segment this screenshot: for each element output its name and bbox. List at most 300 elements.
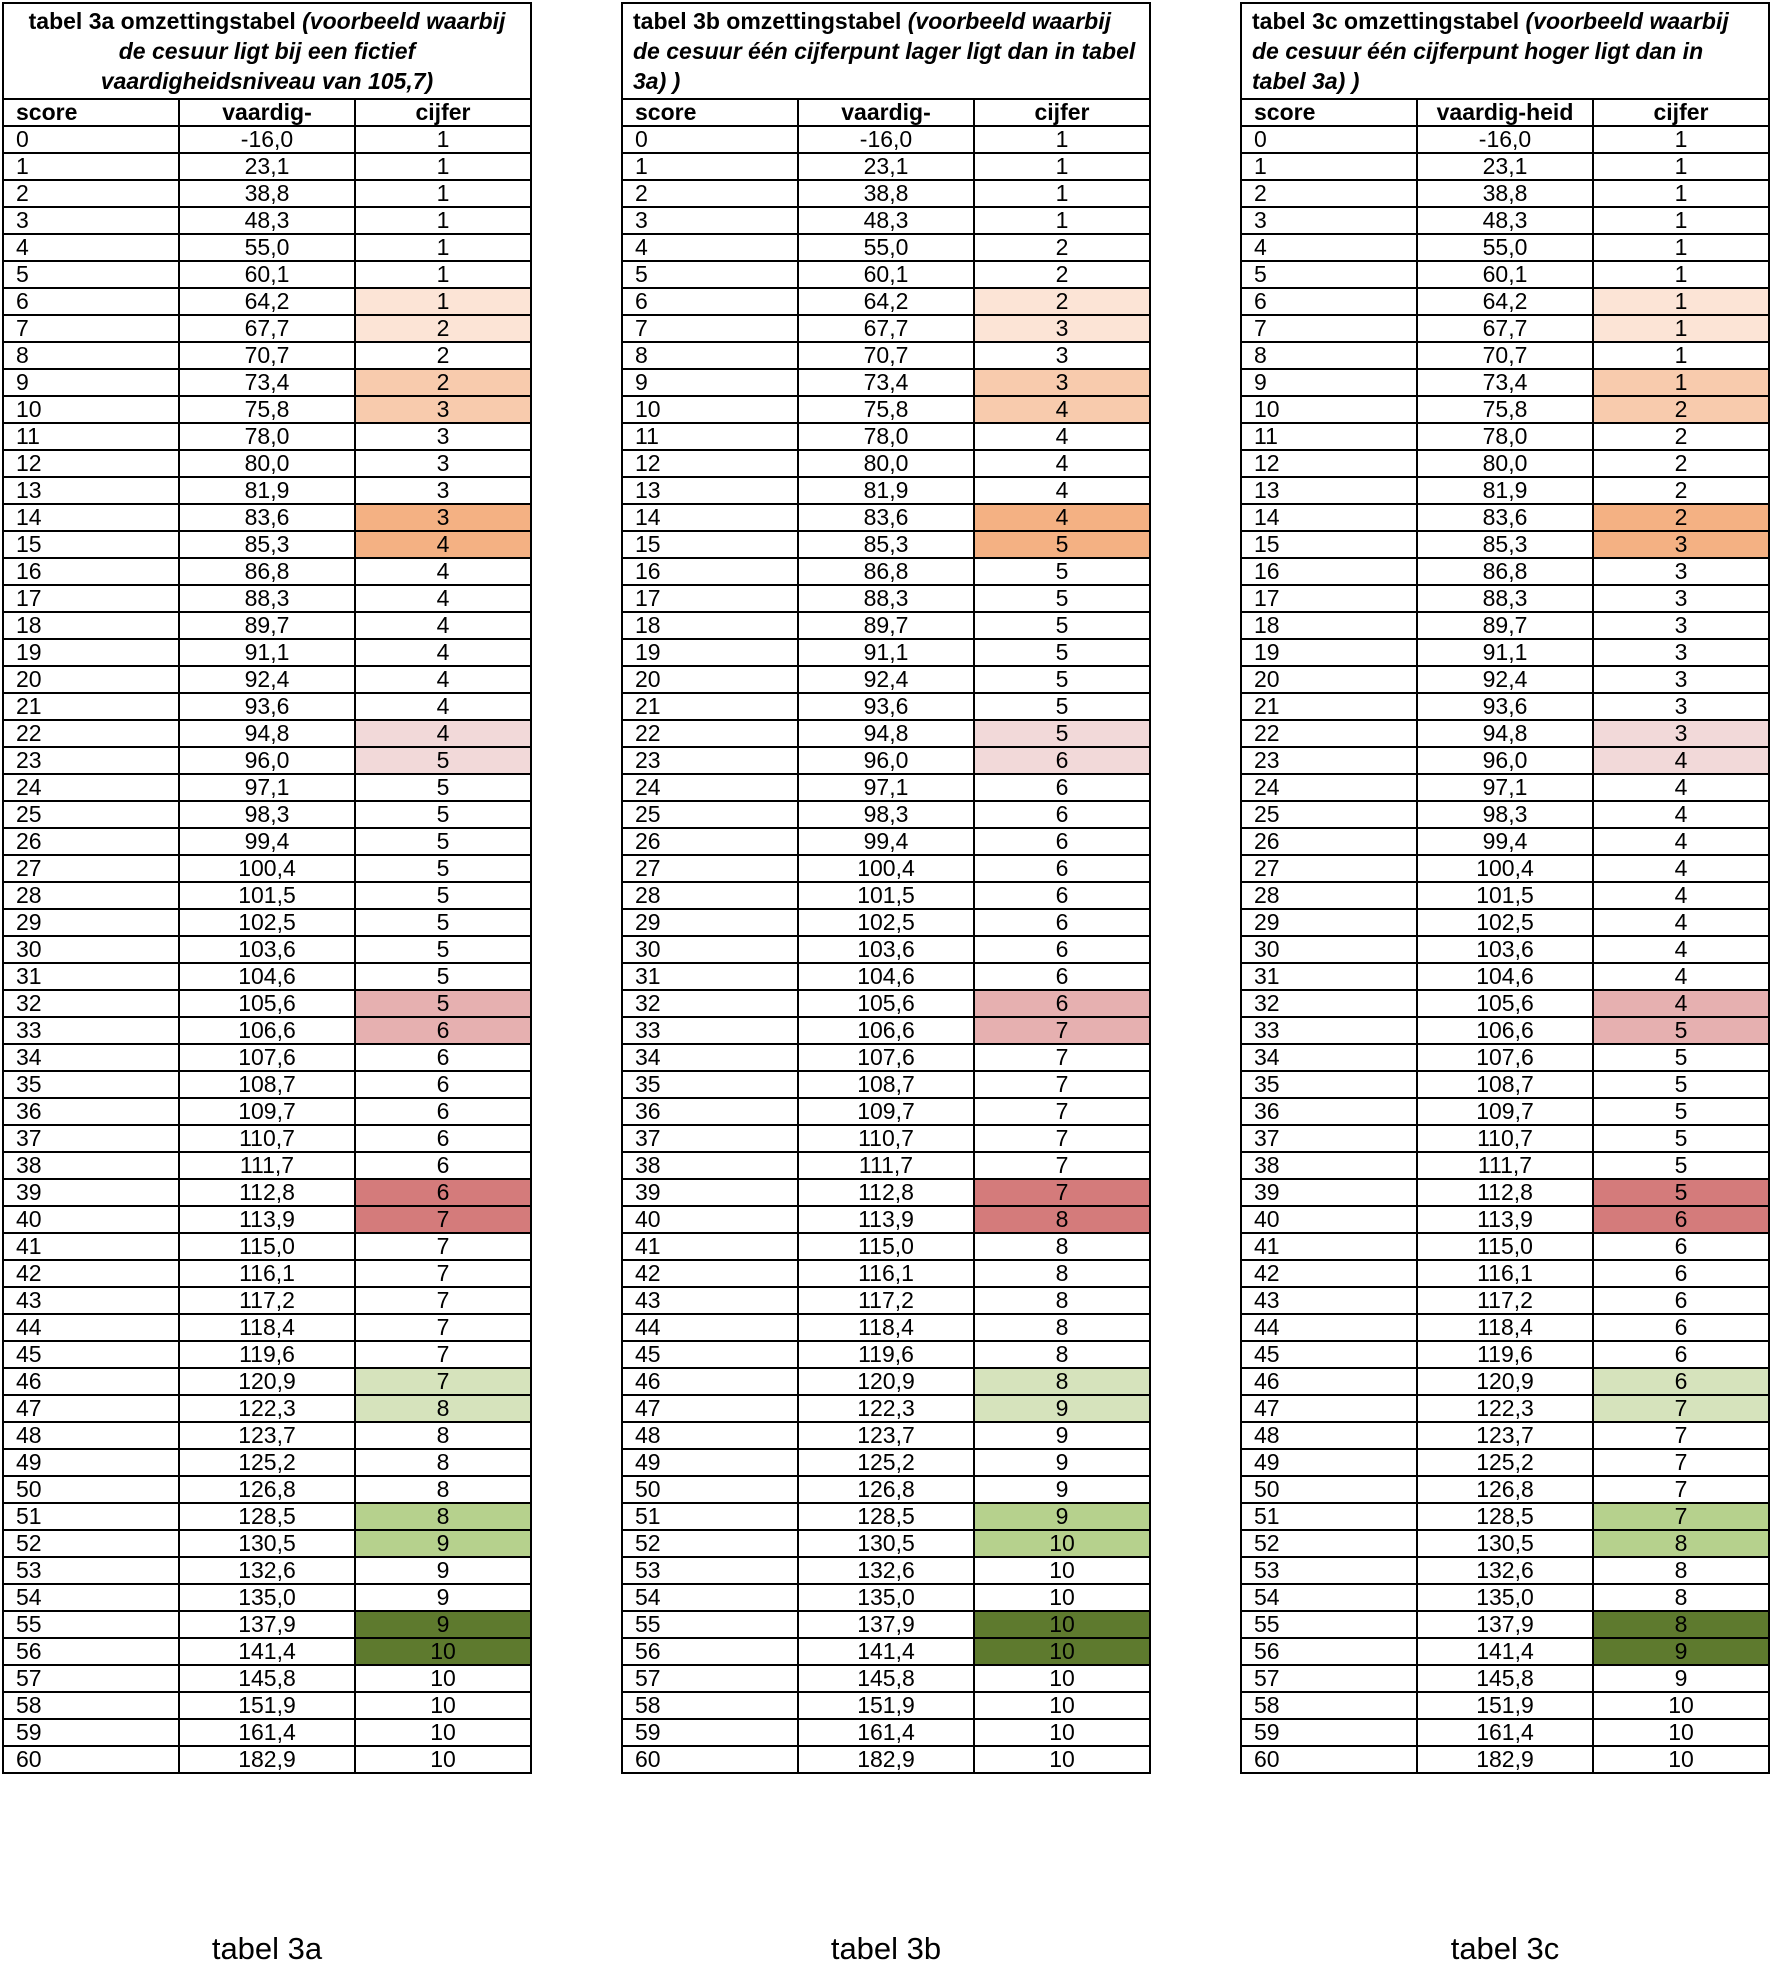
score-cell: 0 [3, 126, 179, 153]
vaardigheid-cell: 130,5 [179, 1530, 355, 1557]
score-cell: 28 [3, 882, 179, 909]
table-row [3, 1503, 531, 1530]
score-cell: 20 [1241, 666, 1417, 693]
table-body-3a [3, 3, 531, 1773]
vaardigheid-cell: 161,4 [179, 1719, 355, 1746]
score-cell: 41 [1241, 1233, 1417, 1260]
table-row [622, 288, 1150, 315]
vaardigheid-cell: 120,9 [1417, 1368, 1593, 1395]
cijfer-cell: 5 [355, 855, 531, 882]
score-cell: 8 [3, 342, 179, 369]
vaardigheid-cell: 182,9 [1417, 1746, 1593, 1773]
vaardigheid-cell: 92,4 [798, 666, 974, 693]
cijfer-cell: 7 [355, 1233, 531, 1260]
cijfer-cell: 6 [1593, 1368, 1769, 1395]
score-cell: 30 [3, 936, 179, 963]
cijfer-cell: 5 [1593, 1179, 1769, 1206]
cijfer-cell: 4 [974, 423, 1150, 450]
table-row [1241, 774, 1769, 801]
cijfer-cell: 7 [1593, 1422, 1769, 1449]
header-cijfer: cijfer [1593, 99, 1769, 126]
score-cell: 34 [622, 1044, 798, 1071]
cijfer-cell: 10 [974, 1638, 1150, 1665]
vaardigheid-cell: 48,3 [798, 207, 974, 234]
table-row [1241, 936, 1769, 963]
vaardigheid-cell: 83,6 [179, 504, 355, 531]
vaardigheid-cell: 106,6 [798, 1017, 974, 1044]
vaardigheid-cell: 83,6 [798, 504, 974, 531]
header-row [1241, 99, 1769, 126]
vaardigheid-cell: 38,8 [798, 180, 974, 207]
cijfer-cell: 6 [355, 1098, 531, 1125]
score-cell: 17 [1241, 585, 1417, 612]
vaardigheid-cell: 117,2 [1417, 1287, 1593, 1314]
score-cell: 31 [3, 963, 179, 990]
cijfer-cell: 4 [355, 720, 531, 747]
cijfer-cell: 9 [974, 1422, 1150, 1449]
table-row [3, 1260, 531, 1287]
vaardigheid-cell: 73,4 [798, 369, 974, 396]
score-cell: 24 [3, 774, 179, 801]
cijfer-cell: 7 [974, 1017, 1150, 1044]
table-row [3, 1287, 531, 1314]
vaardigheid-cell: 116,1 [1417, 1260, 1593, 1287]
score-cell: 21 [3, 693, 179, 720]
table-row [622, 1476, 1150, 1503]
cijfer-cell: 5 [1593, 1098, 1769, 1125]
cijfer-cell: 5 [1593, 1125, 1769, 1152]
score-cell: 5 [3, 261, 179, 288]
score-cell: 16 [1241, 558, 1417, 585]
vaardigheid-cell: 94,8 [798, 720, 974, 747]
vaardigheid-cell: 128,5 [1417, 1503, 1593, 1530]
cijfer-cell: 7 [974, 1179, 1150, 1206]
table-row [1241, 855, 1769, 882]
table-row [622, 396, 1150, 423]
table-row [3, 612, 531, 639]
cijfer-cell: 9 [355, 1557, 531, 1584]
table-row [622, 261, 1150, 288]
table-row [622, 720, 1150, 747]
table-row [3, 1557, 531, 1584]
score-cell: 38 [3, 1152, 179, 1179]
cijfer-cell: 6 [974, 882, 1150, 909]
vaardigheid-cell: 141,4 [798, 1638, 974, 1665]
cijfer-cell: 4 [1593, 882, 1769, 909]
score-cell: 51 [1241, 1503, 1417, 1530]
vaardigheid-cell: 107,6 [798, 1044, 974, 1071]
vaardigheid-cell: 100,4 [179, 855, 355, 882]
vaardigheid-cell: 116,1 [179, 1260, 355, 1287]
cijfer-cell: 4 [1593, 990, 1769, 1017]
table-row [622, 936, 1150, 963]
vaardigheid-cell: 130,5 [1417, 1530, 1593, 1557]
cijfer-cell: 2 [974, 261, 1150, 288]
vaardigheid-cell: 103,6 [1417, 936, 1593, 963]
score-cell: 14 [3, 504, 179, 531]
score-cell: 56 [622, 1638, 798, 1665]
cijfer-cell: 4 [1593, 747, 1769, 774]
score-cell: 1 [3, 153, 179, 180]
header-score: score [1241, 99, 1417, 126]
table-row [1241, 1287, 1769, 1314]
table-row [1241, 1503, 1769, 1530]
score-cell: 20 [622, 666, 798, 693]
conversion-table-3b [621, 2, 1151, 1774]
vaardigheid-cell: 48,3 [179, 207, 355, 234]
table-row [1241, 693, 1769, 720]
cijfer-cell: 5 [974, 612, 1150, 639]
cijfer-cell: 3 [355, 477, 531, 504]
vaardigheid-cell: 126,8 [798, 1476, 974, 1503]
cijfer-cell: 4 [1593, 801, 1769, 828]
score-cell: 57 [1241, 1665, 1417, 1692]
vaardigheid-cell: 85,3 [798, 531, 974, 558]
cijfer-cell: 3 [1593, 612, 1769, 639]
score-cell: 28 [622, 882, 798, 909]
table-row [3, 1017, 531, 1044]
table-row [3, 531, 531, 558]
cijfer-cell: 8 [974, 1206, 1150, 1233]
score-cell: 23 [622, 747, 798, 774]
vaardigheid-cell: 73,4 [179, 369, 355, 396]
score-cell: 27 [1241, 855, 1417, 882]
score-cell: 0 [622, 126, 798, 153]
vaardigheid-cell: 81,9 [798, 477, 974, 504]
cijfer-cell: 5 [355, 882, 531, 909]
score-cell: 33 [3, 1017, 179, 1044]
vaardigheid-cell: 60,1 [1417, 261, 1593, 288]
vaardigheid-cell: 130,5 [798, 1530, 974, 1557]
score-cell: 37 [622, 1125, 798, 1152]
table-row [622, 126, 1150, 153]
score-cell: 45 [3, 1341, 179, 1368]
vaardigheid-cell: 92,4 [179, 666, 355, 693]
cijfer-cell: 5 [355, 936, 531, 963]
table-3b [621, 2, 1151, 1774]
cijfer-cell: 6 [974, 855, 1150, 882]
score-cell: 37 [1241, 1125, 1417, 1152]
table-row [3, 558, 531, 585]
score-cell: 39 [1241, 1179, 1417, 1206]
cijfer-cell: 8 [974, 1233, 1150, 1260]
table-row [1241, 1476, 1769, 1503]
vaardigheid-cell: 122,3 [1417, 1395, 1593, 1422]
score-cell: 11 [1241, 423, 1417, 450]
vaardigheid-cell: 100,4 [1417, 855, 1593, 882]
table-body-3c [1241, 3, 1769, 1773]
table-row [622, 963, 1150, 990]
cijfer-cell: 9 [355, 1611, 531, 1638]
score-cell: 40 [622, 1206, 798, 1233]
table-row [1241, 504, 1769, 531]
vaardigheid-cell: 123,7 [179, 1422, 355, 1449]
cijfer-cell: 8 [355, 1422, 531, 1449]
score-cell: 52 [3, 1530, 179, 1557]
score-cell: 3 [622, 207, 798, 234]
cijfer-cell: 10 [355, 1692, 531, 1719]
cijfer-cell: 2 [355, 342, 531, 369]
vaardigheid-cell: 81,9 [1417, 477, 1593, 504]
score-cell: 48 [1241, 1422, 1417, 1449]
cijfer-cell: 5 [974, 558, 1150, 585]
table-row [622, 531, 1150, 558]
table-row [3, 1395, 531, 1422]
score-cell: 5 [1241, 261, 1417, 288]
table-row [1241, 1341, 1769, 1368]
table-row [622, 801, 1150, 828]
vaardigheid-cell: 113,9 [179, 1206, 355, 1233]
table-row [622, 774, 1150, 801]
score-cell: 29 [3, 909, 179, 936]
cijfer-cell: 1 [1593, 207, 1769, 234]
cijfer-cell: 3 [355, 450, 531, 477]
score-cell: 27 [622, 855, 798, 882]
vaardigheid-cell: -16,0 [179, 126, 355, 153]
vaardigheid-cell: 85,3 [1417, 531, 1593, 558]
table-row [1241, 909, 1769, 936]
vaardigheid-cell: 109,7 [1417, 1098, 1593, 1125]
header-row [622, 99, 1150, 126]
table-row [3, 909, 531, 936]
score-cell: 2 [622, 180, 798, 207]
table-row [1241, 747, 1769, 774]
vaardigheid-cell: 96,0 [1417, 747, 1593, 774]
table-row [1241, 1152, 1769, 1179]
score-cell: 51 [3, 1503, 179, 1530]
score-cell: 24 [1241, 774, 1417, 801]
score-cell: 15 [1241, 531, 1417, 558]
table-row [3, 936, 531, 963]
table-row [3, 1449, 531, 1476]
cijfer-cell: 6 [974, 801, 1150, 828]
table-row [622, 1449, 1150, 1476]
cijfer-cell: 4 [355, 558, 531, 585]
table-row [3, 153, 531, 180]
cijfer-cell: 7 [974, 1071, 1150, 1098]
score-cell: 5 [622, 261, 798, 288]
score-cell: 19 [622, 639, 798, 666]
vaardigheid-cell: 55,0 [1417, 234, 1593, 261]
score-cell: 19 [3, 639, 179, 666]
table-row [622, 207, 1150, 234]
score-cell: 60 [1241, 1746, 1417, 1773]
score-cell: 44 [1241, 1314, 1417, 1341]
cijfer-cell: 10 [974, 1746, 1150, 1773]
vaardigheid-cell: 78,0 [1417, 423, 1593, 450]
score-cell: 22 [3, 720, 179, 747]
vaardigheid-cell: 96,0 [798, 747, 974, 774]
cijfer-cell: 7 [355, 1206, 531, 1233]
vaardigheid-cell: 118,4 [798, 1314, 974, 1341]
cijfer-cell: 5 [1593, 1017, 1769, 1044]
table-row [3, 693, 531, 720]
table-row [1241, 477, 1769, 504]
table-row [622, 666, 1150, 693]
cijfer-cell: 4 [1593, 963, 1769, 990]
cijfer-cell: 4 [1593, 909, 1769, 936]
table-row [622, 450, 1150, 477]
cijfer-cell: 3 [355, 504, 531, 531]
score-cell: 18 [1241, 612, 1417, 639]
cijfer-cell: 4 [974, 396, 1150, 423]
cijfer-cell: 5 [355, 801, 531, 828]
table-row [3, 288, 531, 315]
table-body-3b [622, 3, 1150, 1773]
vaardigheid-cell: 128,5 [179, 1503, 355, 1530]
cijfer-cell: 3 [1593, 693, 1769, 720]
vaardigheid-cell: 103,6 [798, 936, 974, 963]
vaardigheid-cell: 85,3 [179, 531, 355, 558]
score-cell: 35 [622, 1071, 798, 1098]
cijfer-cell: 2 [1593, 423, 1769, 450]
vaardigheid-cell: 23,1 [179, 153, 355, 180]
score-cell: 11 [3, 423, 179, 450]
table-row [622, 1503, 1150, 1530]
table-row [3, 342, 531, 369]
cijfer-cell: 1 [974, 126, 1150, 153]
score-cell: 59 [3, 1719, 179, 1746]
cijfer-cell: 10 [974, 1557, 1150, 1584]
cijfer-cell: 8 [1593, 1611, 1769, 1638]
table-row [622, 1557, 1150, 1584]
vaardigheid-cell: 96,0 [179, 747, 355, 774]
vaardigheid-cell: 75,8 [1417, 396, 1593, 423]
score-cell: 55 [3, 1611, 179, 1638]
cijfer-cell: 10 [1593, 1746, 1769, 1773]
vaardigheid-cell: 92,4 [1417, 666, 1593, 693]
score-cell: 32 [622, 990, 798, 1017]
score-cell: 13 [1241, 477, 1417, 504]
score-cell: 53 [622, 1557, 798, 1584]
table-row [1241, 261, 1769, 288]
header-score: score [622, 99, 798, 126]
vaardigheid-cell: 97,1 [1417, 774, 1593, 801]
score-cell: 17 [622, 585, 798, 612]
vaardigheid-cell: 86,8 [179, 558, 355, 585]
score-cell: 46 [622, 1368, 798, 1395]
table-row [1241, 1125, 1769, 1152]
cijfer-cell: 1 [355, 261, 531, 288]
score-cell: 43 [622, 1287, 798, 1314]
table-row [622, 1341, 1150, 1368]
cijfer-cell: 5 [1593, 1044, 1769, 1071]
cijfer-cell: 2 [355, 369, 531, 396]
title-bold: tabel 3a omzettingstabel [28, 8, 303, 34]
score-cell: 32 [1241, 990, 1417, 1017]
score-cell: 2 [3, 180, 179, 207]
score-cell: 50 [1241, 1476, 1417, 1503]
vaardigheid-cell: 108,7 [1417, 1071, 1593, 1098]
table-row [3, 1314, 531, 1341]
vaardigheid-cell: 80,0 [179, 450, 355, 477]
caption-3c: tabel 3c [1450, 1931, 1560, 1966]
vaardigheid-cell: 101,5 [798, 882, 974, 909]
score-cell: 6 [622, 288, 798, 315]
score-cell: 21 [622, 693, 798, 720]
score-cell: 31 [1241, 963, 1417, 990]
vaardigheid-cell: 86,8 [1417, 558, 1593, 585]
table-row [1241, 1098, 1769, 1125]
vaardigheid-cell: 105,6 [179, 990, 355, 1017]
table-row [1241, 801, 1769, 828]
table-row [1241, 828, 1769, 855]
score-cell: 44 [622, 1314, 798, 1341]
vaardigheid-cell: 64,2 [179, 288, 355, 315]
cijfer-cell: 4 [974, 504, 1150, 531]
vaardigheid-cell: 67,7 [179, 315, 355, 342]
cijfer-cell: 7 [355, 1341, 531, 1368]
cijfer-cell: 1 [355, 288, 531, 315]
score-cell: 12 [1241, 450, 1417, 477]
score-cell: 15 [622, 531, 798, 558]
vaardigheid-cell: 94,8 [179, 720, 355, 747]
table-row [1241, 234, 1769, 261]
cijfer-cell: 2 [974, 234, 1150, 261]
cijfer-cell: 10 [974, 1692, 1150, 1719]
cijfer-cell: 6 [355, 1017, 531, 1044]
score-cell: 53 [3, 1557, 179, 1584]
score-cell: 9 [3, 369, 179, 396]
header-row [3, 99, 531, 126]
vaardigheid-cell: 94,8 [1417, 720, 1593, 747]
score-cell: 19 [1241, 639, 1417, 666]
vaardigheid-cell: 55,0 [798, 234, 974, 261]
cijfer-cell: 3 [355, 423, 531, 450]
table-row [1241, 1584, 1769, 1611]
vaardigheid-cell: 23,1 [798, 153, 974, 180]
table-row [3, 1044, 531, 1071]
score-cell: 8 [622, 342, 798, 369]
score-cell: 7 [3, 315, 179, 342]
cijfer-cell: 7 [974, 1044, 1150, 1071]
vaardigheid-cell: 78,0 [179, 423, 355, 450]
table-row [1241, 963, 1769, 990]
table-row [622, 1179, 1150, 1206]
cijfer-cell: 3 [1593, 558, 1769, 585]
cijfer-cell: 7 [1593, 1395, 1769, 1422]
vaardigheid-cell: 78,0 [798, 423, 974, 450]
cijfer-cell: 1 [1593, 153, 1769, 180]
vaardigheid-cell: 98,3 [798, 801, 974, 828]
score-cell: 16 [622, 558, 798, 585]
score-cell: 42 [3, 1260, 179, 1287]
vaardigheid-cell: 91,1 [1417, 639, 1593, 666]
table-row [622, 369, 1150, 396]
cijfer-cell: 6 [355, 1125, 531, 1152]
cijfer-cell: 1 [1593, 126, 1769, 153]
table-row [1241, 1071, 1769, 1098]
table-row [1241, 1233, 1769, 1260]
table-title-3a [3, 3, 531, 99]
vaardigheid-cell: 122,3 [179, 1395, 355, 1422]
vaardigheid-cell: 98,3 [179, 801, 355, 828]
cijfer-cell: 1 [974, 153, 1150, 180]
table-row [622, 315, 1150, 342]
score-cell: 36 [1241, 1098, 1417, 1125]
score-cell: 49 [1241, 1449, 1417, 1476]
score-cell: 3 [1241, 207, 1417, 234]
score-cell: 50 [622, 1476, 798, 1503]
cijfer-cell: 9 [974, 1476, 1150, 1503]
score-cell: 59 [1241, 1719, 1417, 1746]
table-row [3, 585, 531, 612]
score-cell: 0 [1241, 126, 1417, 153]
vaardigheid-cell: 98,3 [1417, 801, 1593, 828]
vaardigheid-cell: 119,6 [179, 1341, 355, 1368]
table-row [1241, 1368, 1769, 1395]
table-row [3, 477, 531, 504]
